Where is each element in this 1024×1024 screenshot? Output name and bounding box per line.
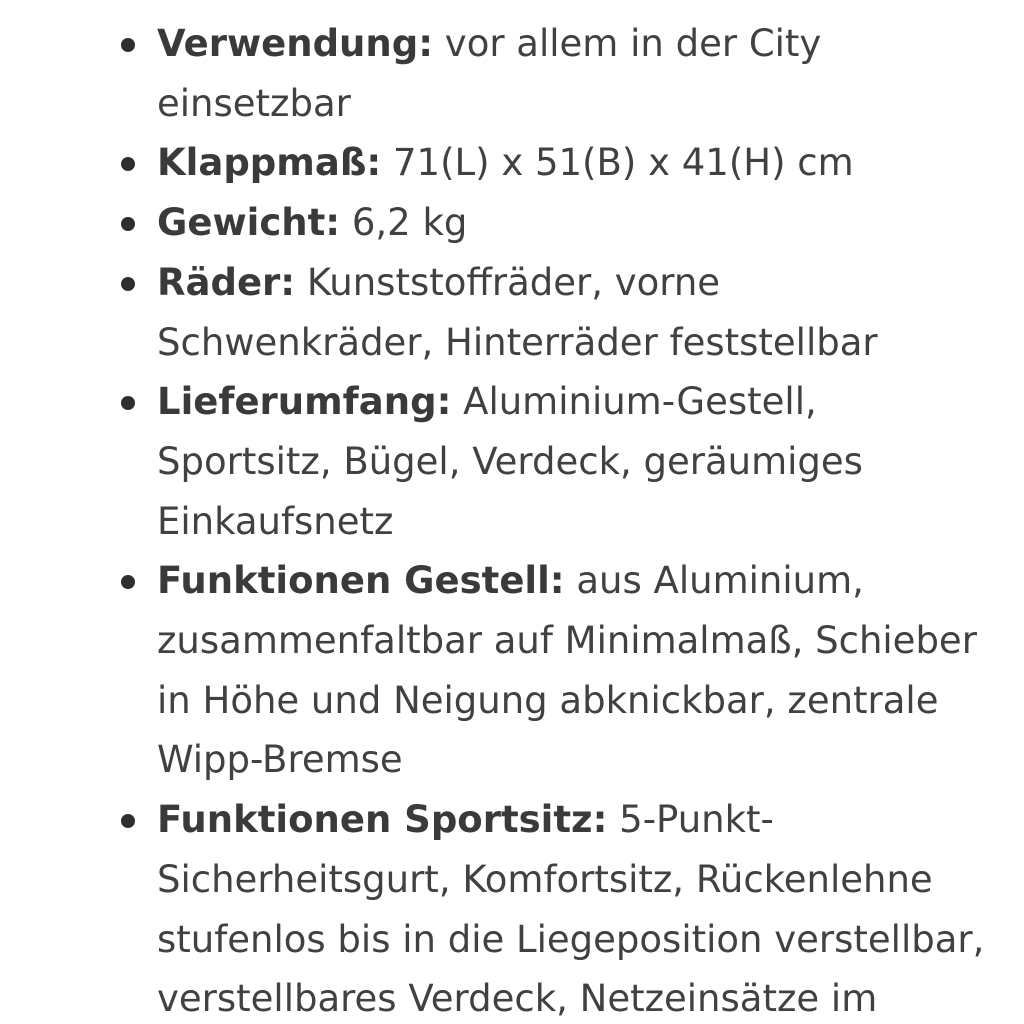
spec-label: Verwendung: [157, 22, 434, 65]
spec-label: Funktionen Sportsitz: [157, 798, 608, 842]
spec-value: 5-Punkt-Sicherheitsgurt, Komfortsitz, Rückenlehne stufenlos bis in die Liegeposition verstellbar, verstellbares Verdeck, Netzeinsätze im [157, 798, 985, 1021]
spec-value: aus Aluminium, zusammenfaltbar auf Minimalmaß, Schieber in Höhe und Neigung abknickbar, zentrale Wipp-Bremse [157, 559, 977, 782]
spec-value: 71(L) x 51(B) x 41(H) cm [381, 141, 854, 185]
spec-label: Klappmaß: [157, 141, 382, 185]
spec-item-funktionen-gestell [0, 551, 1024, 790]
spec-label: Lieferumfang: [157, 380, 452, 424]
spec-value: vor allem in der City einsetzbar [157, 22, 822, 125]
spec-value: Aluminium-Gestell, Sportsitz, Bügel, Verdeck, geräumiges Einkaufsnetz [157, 380, 863, 543]
spec-item-klappmass [0, 133, 1024, 193]
spec-item-raeder [0, 253, 1024, 372]
spec-item-lieferumfang [0, 372, 1024, 551]
spec-item-gewicht [0, 193, 1024, 253]
spec-value: Kunststoffräder, vorne Schwenkräder, Hinterräder feststellbar [157, 260, 878, 364]
spec-list [0, 14, 1024, 1024]
spec-item-funktionen-sportsitz [0, 790, 1024, 1024]
spec-label: Räder: [157, 260, 296, 304]
spec-label: Gewicht: [157, 201, 341, 245]
spec-label: Funktionen Gestell: [157, 559, 565, 603]
spec-value: 6,2 kg [340, 201, 468, 245]
spec-item-verwendung [0, 14, 1024, 133]
